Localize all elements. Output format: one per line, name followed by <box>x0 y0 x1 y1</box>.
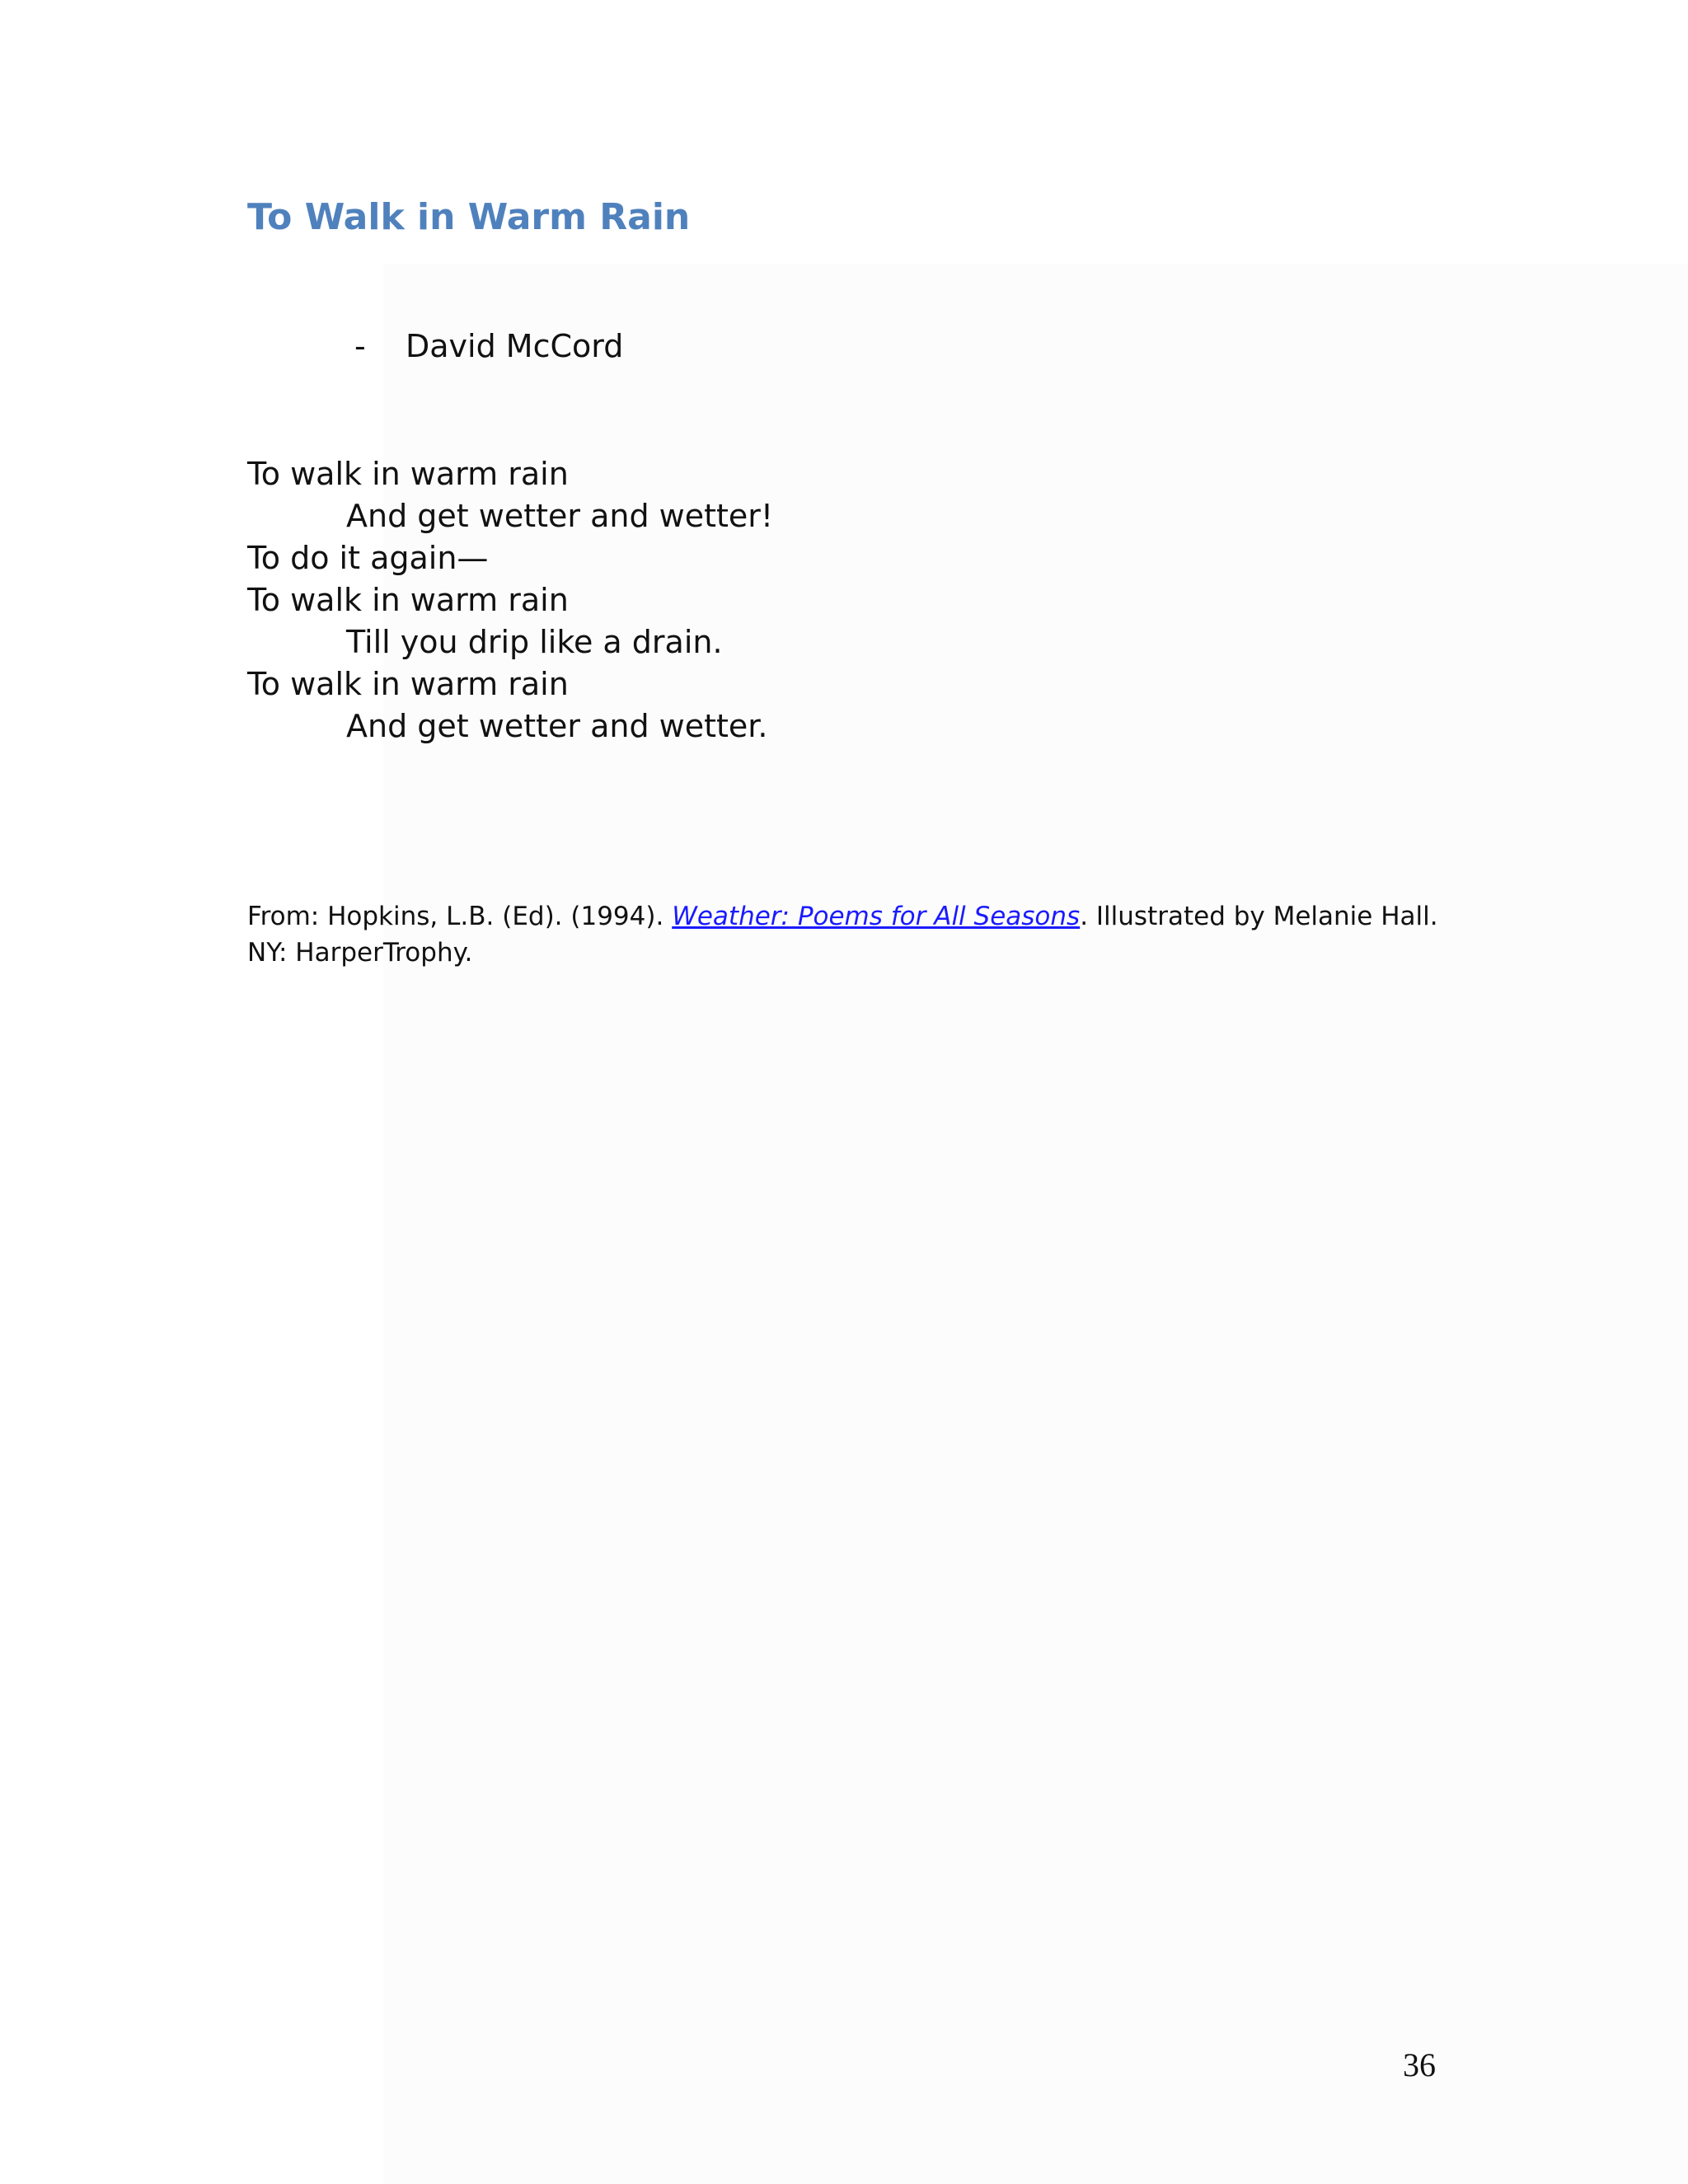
poem-body <box>247 453 773 748</box>
poem-line: To walk in warm rain <box>247 582 569 618</box>
citation-prefix: From: Hopkins, L.B. (Ed). (1994). <box>247 902 673 931</box>
poem-line: And get wetter and wetter! <box>346 498 774 534</box>
author-dash: - <box>354 328 366 364</box>
poem-line: And get wetter and wetter. <box>346 708 768 744</box>
poem-line: To walk in warm rain <box>247 666 569 702</box>
citation-suffix: . Illustrated by Melanie Hall. <box>1080 902 1438 931</box>
author-name: David McCord <box>406 328 624 364</box>
poem-line: To do it again— <box>247 540 489 576</box>
citation-line-1 <box>247 898 1438 935</box>
poem-title: To Walk in Warm Rain <box>247 196 691 238</box>
author-line <box>354 328 623 364</box>
citation-line-2: NY: HarperTrophy. <box>247 938 473 968</box>
poem-line: Till you drip like a drain. <box>346 624 723 660</box>
poem-line: To walk in warm rain <box>247 456 569 492</box>
citation <box>247 898 1438 971</box>
book-title-link[interactable]: Weather: Poems for All Seasons <box>672 902 1081 931</box>
page-number: 36 <box>1403 2046 1436 2083</box>
